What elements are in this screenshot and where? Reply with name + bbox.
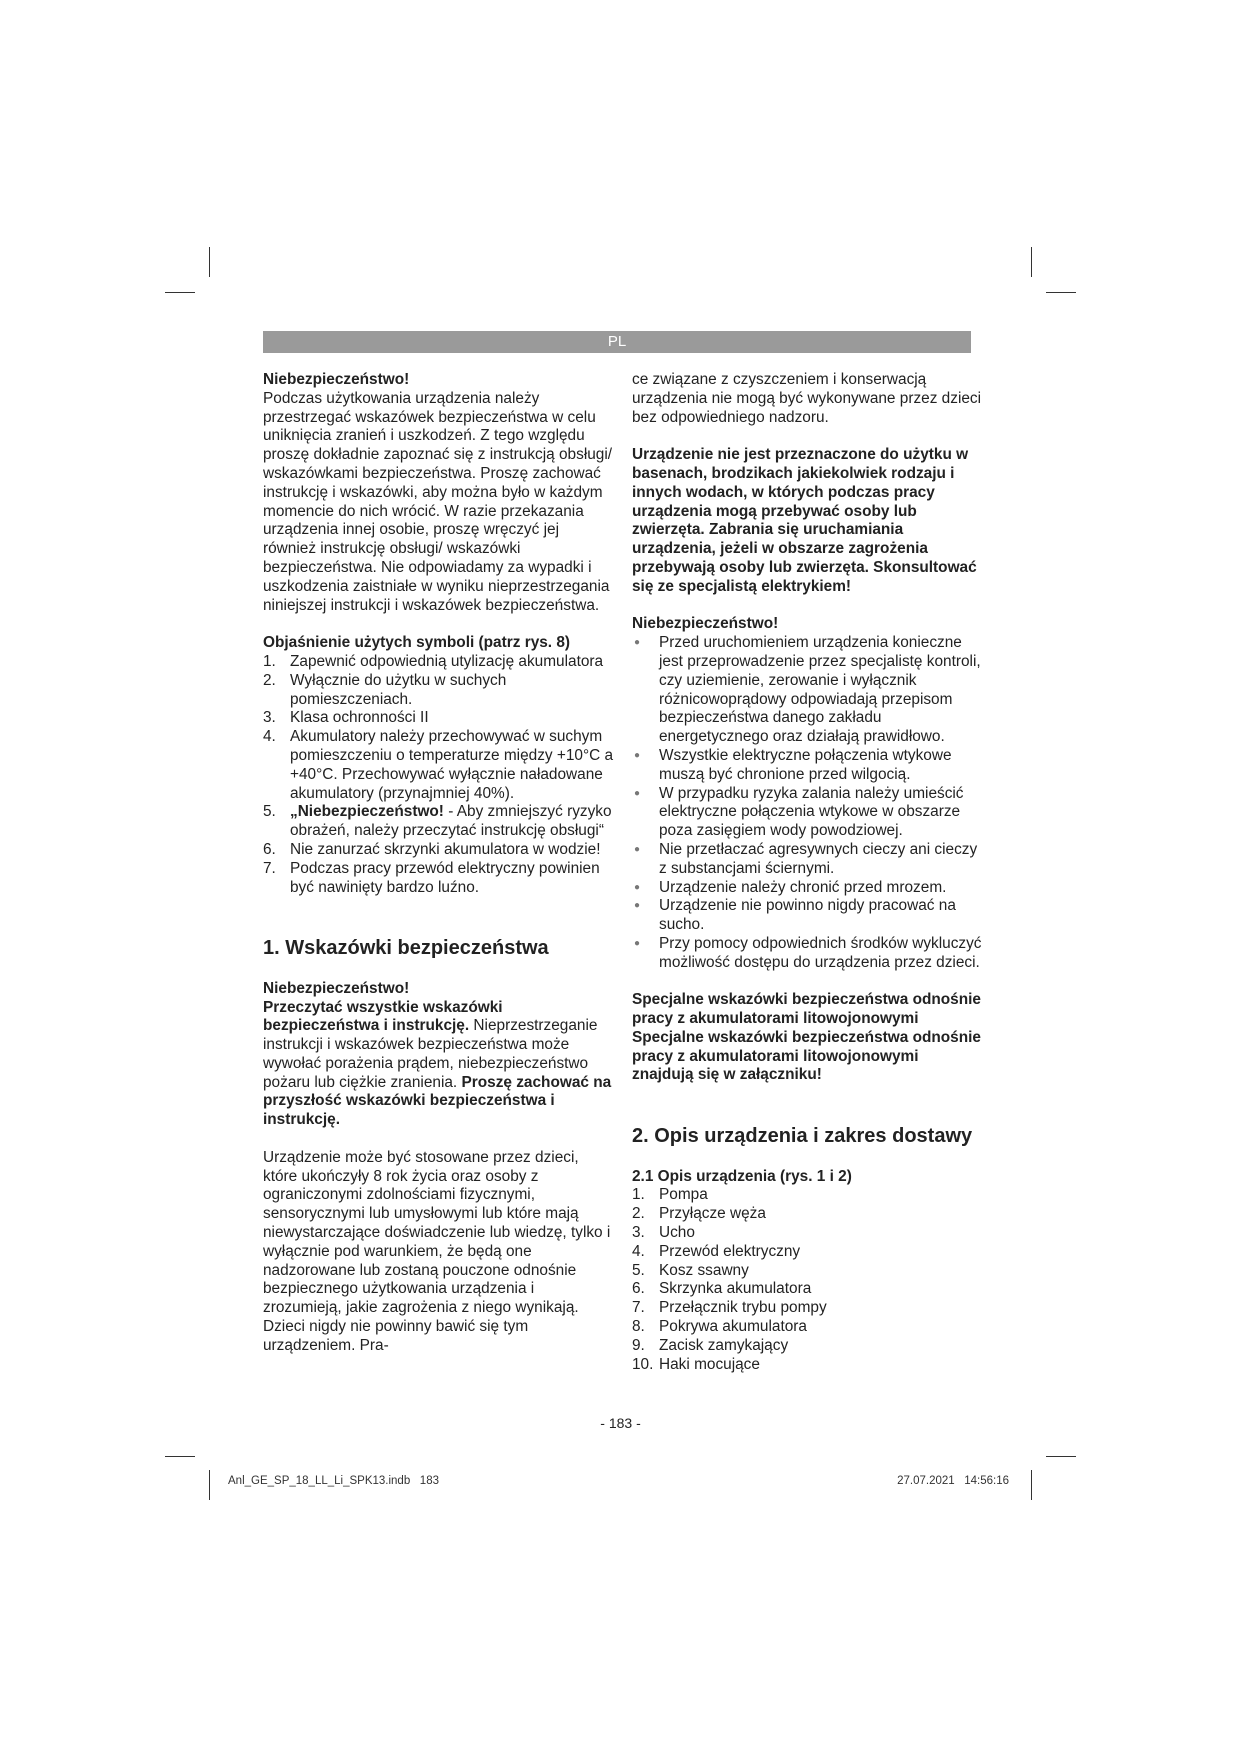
danger-paragraph: Podczas użytkowania urządzenia należy przestrzegać wskazówek bezpieczeństwa w celu uniknięcia zranień i uszkodzeń. Z tego względu proszę dokładnie zapoznać się z instrukcją obsługi/ wskazówkami bezpieczeństwa. Proszę zachować instrukcję i wskazówki, aby można było w każdym momencie do nich wrócić. W razie przekazania urządzenia innej osobie, proszę wręczyć jej również instrukcję obsługi/ wskazówki bezpieczeństwa. Nie odpowiadamy za wypadki i uszkodzenia zaistniałe w wyniku nieprzestrzegania niniejszej instrukcji i wskazówek bezpieczeństwa. (263, 389, 613, 614)
list-item: 6. Nie zanurzać skrzynki akumulatora w wodzie! (263, 840, 601, 858)
danger-list (632, 634, 984, 972)
list-item: 1. Pompa (632, 1186, 708, 1204)
symbols-list (263, 653, 615, 897)
list-item: 5. Kosz ssawny (632, 1261, 749, 1279)
pool-warning: Urządzenie nie jest przeznaczone do użytku w basenach, brodzikach jakiekolwiek rodzaju i innych wodach, w których podczas pracy urządzenia mogą przebywać osoby lub zwierzęta. Zabrania się uruchamiania urządzenia, jeżeli w obszarze zagrożenia przebywają osoby lub zwierzęta. Skonsultować się ze specjalistą elektrykiem! (632, 446, 977, 595)
continued-paragraph: ce związane z czyszczeniem i konserwacją urządzenia nie mogą być wykonywane przez dzieci bez odpowiedniego nadzoru. (632, 371, 982, 426)
children-paragraph: Urządzenie może być stosowane przez dzieci, które ukończyły 8 rok życia oraz osoby z ograniczonymi zdolnościami fizycznymi, sensorycznymi lub umysłowymi lub które mają niewystarczające doświadczenie lub wiedzę, tylko i wyłącznie pod warunkiem, że będą one nadzorowane lub zostaną pouczone odnośnie bezpiecznego użytkowania urządzenia i zrozumieją, jakie zagrożenia z niego wynikają. Dzieci nigdy nie powinny bawić się tym urządzeniem. Pra- (263, 1148, 611, 1354)
list-item: 7. Podczas pracy przewód elektryczny powinien być nawinięty bardzo luźno. (263, 859, 600, 896)
list-item: ● Urządzenie należy chronić przed mrozem. (632, 879, 984, 898)
danger-heading: Niebezpieczeństwo! (263, 979, 410, 997)
safety-paragraph: Przeczytać wszystkie wskazówki bezpieczeństwa i instrukcję. Nieprzestrzeganie instrukcji i wskazówek bezpieczeństwa może wywołać porażenia prądem, niebezpieczeństwo pożaru lub ciężkie zranienia. Proszę zachować na przyszłość wskazówki bezpieczeństwa i instrukcję. (263, 998, 612, 1129)
language-code: PL (607, 333, 627, 350)
crop-mark (1031, 247, 1032, 277)
file-name: Anl_GE_SP_18_LL_Li_SPK13.indb 183 (228, 1475, 439, 1487)
crop-mark (209, 247, 210, 277)
right-column (632, 371, 984, 1374)
subsection-heading: 2.1 Opis urządzenia (rys. 1 i 2) (632, 1167, 852, 1185)
crop-mark (209, 1470, 210, 1500)
list-item: 2. Wyłącznie do użytku w suchych pomieszczeniach. (263, 671, 507, 708)
crop-mark (165, 1456, 195, 1457)
list-item: 2. Przyłącze węża (632, 1205, 766, 1223)
left-column (263, 371, 615, 1356)
list-item: 6. Skrzynka akumulatora (632, 1280, 812, 1298)
list-item: ● Nie przetłaczać agresywnych cieczy ani cieczy z substancjami ściernymi. (632, 841, 984, 879)
list-item: 4. Przewód elektryczny (632, 1242, 801, 1260)
section-title: 1. Wskazówki bezpieczeństwa (263, 936, 549, 959)
crop-mark (1046, 1456, 1076, 1457)
list-item: ● Przed uruchomieniem urządzenia konieczne jest przeprowadzenie przez specjalistę kontroli, czy uziemienie, zerowanie i wyłącznik różnicowoprądowy odpowiadają przepisom bezpieczeństwa danego zakładu energetycznego oraz działają prawidłowo. (632, 634, 984, 747)
print-datetime: 27.07.2021 14:56:16 (897, 1475, 1009, 1487)
list-item: 5. „Niebezpieczeństwo! - Aby zmniejszyć ryzyko obrażeń, należy przeczytać instrukcję obsługi“ (263, 803, 612, 840)
language-header-bar (263, 331, 971, 353)
section-title: 2. Opis urządzenia i zakres dostawy (632, 1124, 973, 1147)
list-item: 10. Haki mocujące (632, 1355, 760, 1373)
list-item: 3. Ucho (632, 1224, 695, 1242)
battery-note: Specjalne wskazówki bezpieczeństwa odnośnie pracy z akumulatorami litowojonowymi (632, 991, 981, 1028)
danger-heading: Niebezpieczeństwo! (632, 615, 779, 633)
list-item: 8. Pokrywa akumulatora (632, 1318, 807, 1336)
danger-heading: Niebezpieczeństwo! (263, 371, 410, 388)
symbols-heading: Objaśnienie użytych symboli (patrz rys. 8) (263, 634, 571, 652)
list-item: ● Wszystkie elektryczne połączenia wtykowe muszą być chronione przed wilgocią. (632, 747, 984, 785)
list-item: ● W przypadku ryzyka zalania należy umieścić elektryczne połączenia wtykowe w obszarze poza zasięgiem wody powodziowej. (632, 785, 984, 841)
list-item: ● Urządzenie nie powinno nigdy pracować na sucho. (632, 897, 984, 935)
list-item: 7. Przełącznik trybu pompy (632, 1299, 827, 1317)
list-item: 1. Zapewnić odpowiednią utylizację akumulatora (263, 652, 604, 670)
list-item: 4. Akumulatory należy przechowywać w suchym pomieszczeniu o temperaturze między +10°C a +40°C. Przechowywać wyłącznie naładowane akumulatory (przynajmniej 40%). (263, 728, 614, 802)
list-item: 9. Zacisk zamykający (632, 1336, 789, 1354)
page-number: - 183 - (600, 1415, 641, 1431)
crop-mark (165, 292, 195, 293)
parts-list (632, 1186, 984, 1374)
crop-mark (1046, 292, 1076, 293)
list-item: ● Przy pomocy odpowiednich środków wykluczyć możliwość dostępu do urządzenia przez dzieci. (632, 935, 984, 973)
list-item: 3. Klasa ochronności II (263, 709, 429, 727)
battery-note: Specjalne wskazówki bezpieczeństwa odnośnie pracy z akumulatorami litowojonowymi znajdują się w załączniku! (632, 1028, 981, 1084)
crop-mark (1031, 1470, 1032, 1500)
